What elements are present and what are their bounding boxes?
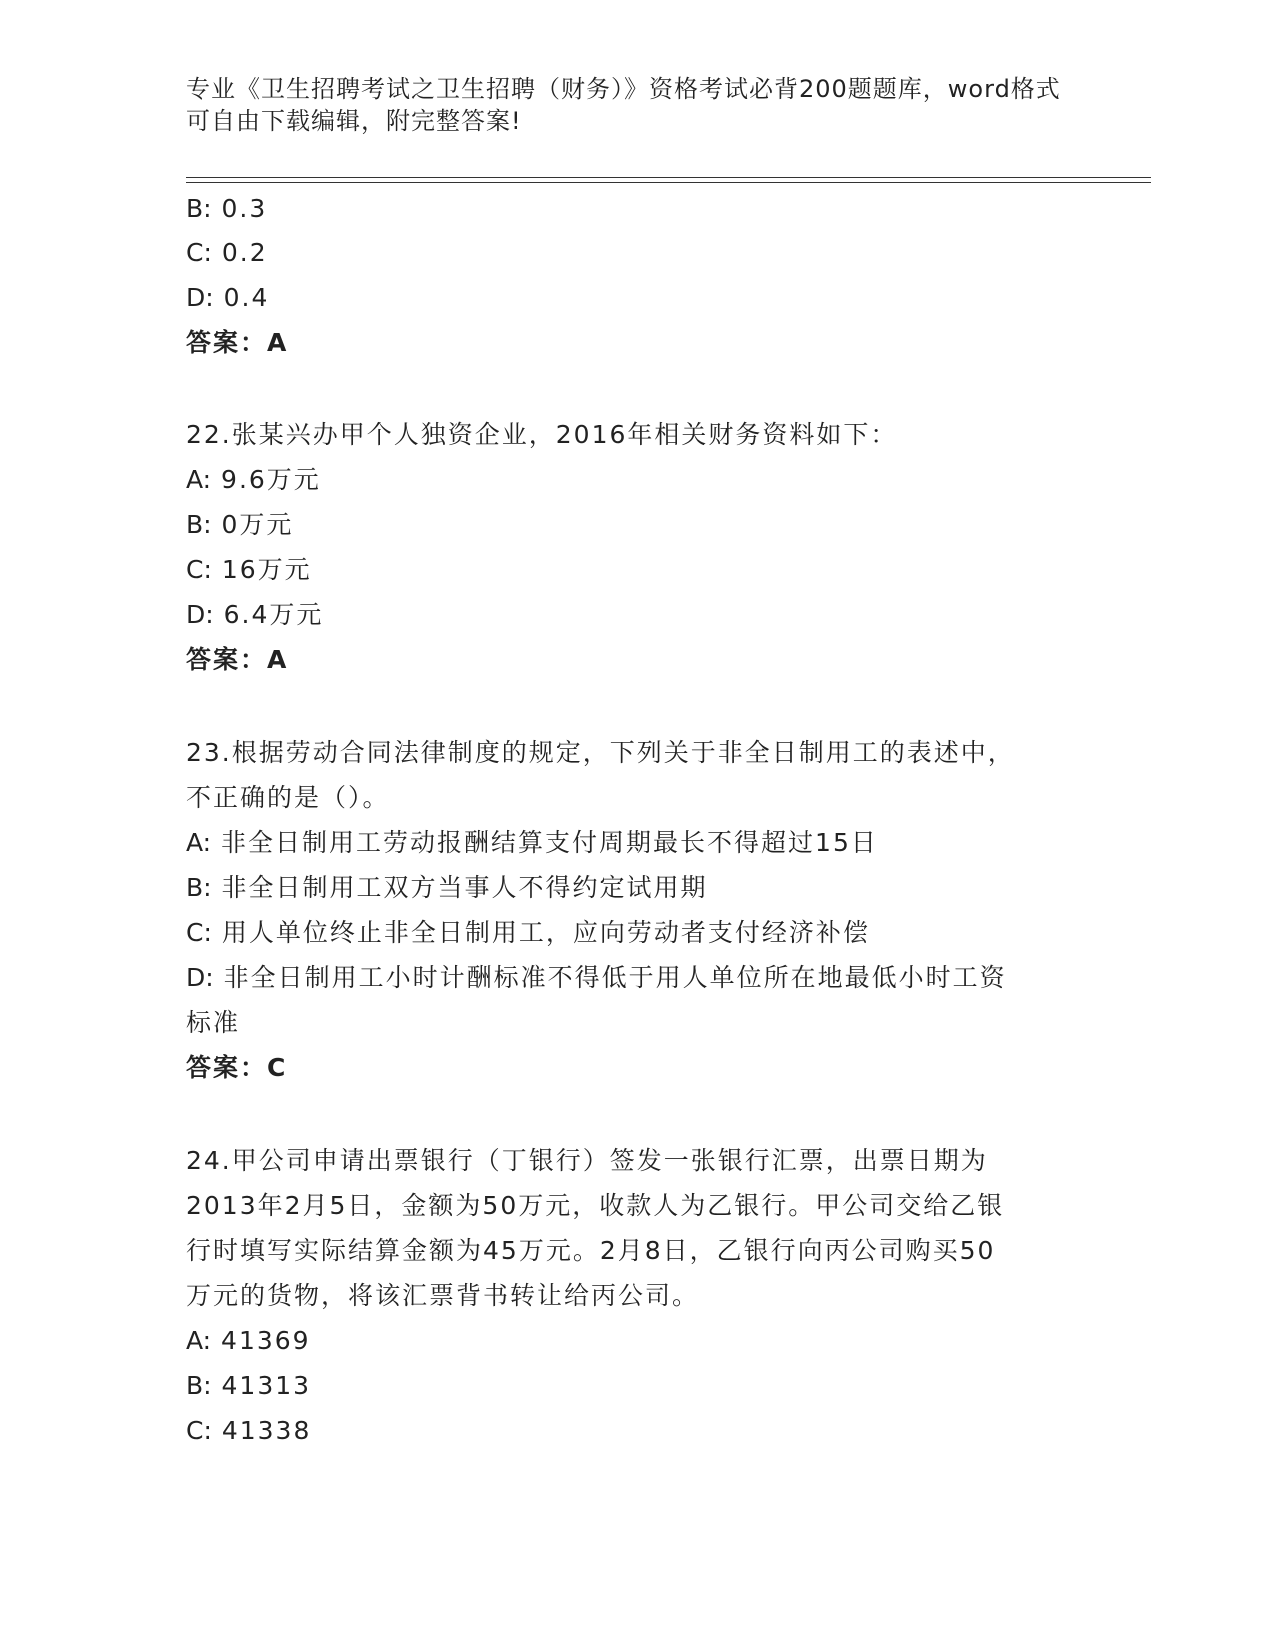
q24-option-c: C: 41338 [186,1416,312,1445]
q23-answer: 答案：C [186,1053,288,1082]
q24-stem-line-4: 万元的货物，将该汇票背书转让给丙公司。 [186,1281,700,1310]
q23-stem-line-2: 不正确的是（）。 [186,783,390,812]
q23-stem-line-1: 23.根据劳动合同法律制度的规定，下列关于非全日制用工的表述中， [186,738,1015,767]
document-header [186,73,1066,137]
q24-stem-line-3: 行时填写实际结算金额为45万元。2月8日，乙银行向丙公司购买50 [186,1236,996,1265]
header-divider-bottom [186,182,1151,183]
q23-option-d-continued: 标准 [186,1008,241,1037]
q22-option-a: A: 9.6万元 [186,465,321,494]
q22-option-d: D: 6.4万元 [186,600,324,629]
q22-stem: 22.张某兴办甲个人独资企业，2016年相关财务资料如下： [186,420,898,449]
q23-option-c: C: 用人单位终止非全日制用工，应向劳动者支付经济补偿 [186,918,870,947]
q21-option-c: C: 0.2 [186,238,268,267]
q22-answer: 答案：A [186,645,289,674]
q24-option-b: B: 41313 [186,1371,312,1400]
q24-stem-line-1: 24.甲公司申请出票银行（丁银行）签发一张银行汇票，出票日期为 [186,1146,988,1175]
q23-option-b: B: 非全日制用工双方当事人不得约定试用期 [186,873,708,902]
q21-option-d: D: 0.4 [186,283,270,312]
header-title-line-2: 可自由下载编辑，附完整答案! [186,107,522,135]
q22-option-c: C: 16万元 [186,555,312,584]
q23-option-a: A: 非全日制用工劳动报酬结算支付周期最长不得超过15日 [186,828,878,857]
q24-stem-line-2: 2013年2月5日，金额为50万元，收款人为乙银行。甲公司交给乙银 [186,1191,1005,1220]
q21-option-b: B: 0.3 [186,194,268,223]
header-divider-top [186,177,1151,178]
header-title-line-1: 专业《卫生招聘考试之卫生招聘（财务）》资格考试必背200题题库，word格式 [186,75,1061,103]
q21-answer: 答案：A [186,328,289,357]
q22-option-b: B: 0万元 [186,510,294,539]
q23-option-d: D: 非全日制用工小时计酬标准不得低于用人单位所在地最低小时工资 [186,963,1007,992]
q24-option-a: A: 41369 [186,1326,311,1355]
